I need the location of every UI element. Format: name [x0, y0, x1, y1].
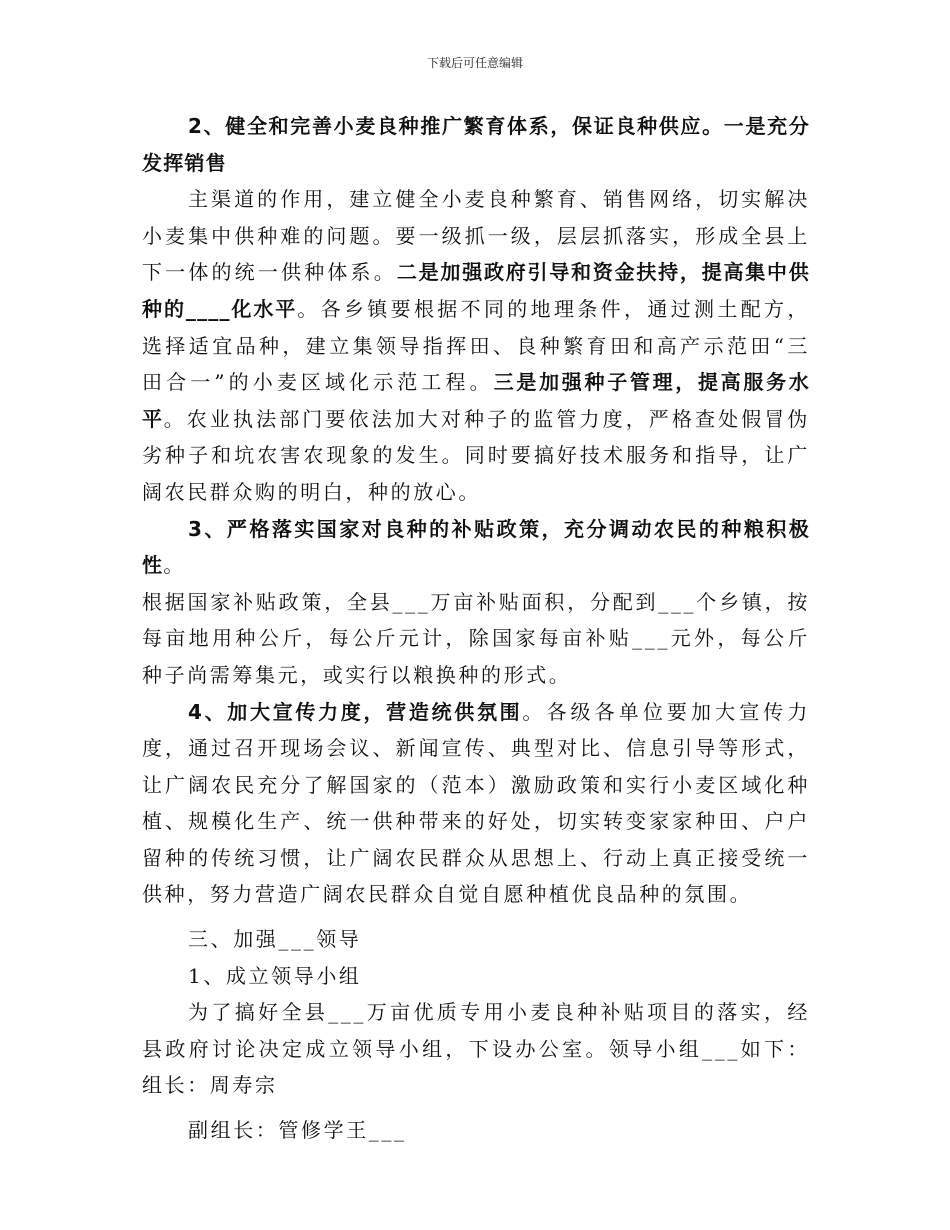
page-header-note: 下载后可任意编辑: [426, 56, 523, 70]
paragraph-subsection-1-title: [142, 958, 810, 995]
text-run: 。各级各单位要加大宣传力度，通过召开现场会议、新闻宣传、典型对比、信息引导等形式，让广阔农民充分了解国家的（范本）激励政策和实行小麦区域化种植、规模化生产、统一供种带来的好处，切实转变家家种田、户户留种的传统习惯，让广阔农民群众从思想上、行动上真正接受统一供种，努力营造广阔农民群众自觉自愿种植优良品种的氛围。: [142, 699, 810, 907]
paragraph-section-2-heading: [142, 108, 810, 181]
paragraph-section-3-body: [142, 584, 810, 694]
paragraph-deputy-leader: [142, 1112, 810, 1149]
bold-heading: 4、加大宣传力度，营造统供氛围: [188, 699, 523, 724]
paragraph-section-2-body: [142, 181, 810, 510]
text-run: 为了搞好全县___万亩优质专用小麦良种补贴项目的落实，经县政府讨论决定成立领导小组，下设办公室。领导小组___如下：组长：周寿宗: [142, 1000, 810, 1098]
text-run: 。各乡镇要根据不同的地理条件，通过测土配方，选择适宜品种，建立集领导指挥田、良种繁育田和高产示范田“三田合一”的小麦区域化示范工程。: [142, 296, 810, 395]
text-run: 根据国家补贴政策，全县___万亩补贴面积，分配到___个乡镇，按每亩地用种公斤，每公斤元计，除国家每亩补贴___元外，每公斤种子尚需筹集元，或实行以粮换种的形式。: [142, 589, 810, 687]
paragraph-section-4: [142, 694, 810, 914]
document-body: [142, 108, 810, 1149]
text-run: 。农业执法部门要依法加大对种子的监管力度，严格查处假冒伪劣种子和坑农害农现象的发生。同时要搞好技术服务和指导，让广阔农民群众购的明白，种的放心。: [142, 406, 810, 504]
paragraph-leadership-group: [142, 994, 810, 1104]
text-run: 三、加强___领导: [188, 927, 362, 952]
text-run: 1、成立领导小组: [188, 963, 362, 988]
paragraph-part-3-title: [142, 921, 810, 958]
text-run: 。: [163, 553, 186, 578]
paragraph-section-3-heading: [142, 511, 810, 584]
text-run: 副组长：管修学王___: [188, 1118, 407, 1143]
bold-run: 三是加强种子管理，提高服务水平: [142, 370, 810, 431]
bold-heading: 3、严格落实国家对良种的补贴政策，充分调动农民的种粮积极性: [142, 516, 810, 578]
text-run: 主渠道的作用，建立健全小麦良种繁育、销售网络，切实解决小麦集中供种难的问题。要一级抓一级，层层抓落实，形成全县上下一体的统一供种体系。: [142, 187, 810, 285]
bold-run: 二是加强政府引导和资金扶持，提高集中供种的____化水平: [142, 260, 810, 321]
bold-heading: 2、健全和完善小麦良种推广繁育体系，保证良种供应。一是充分发挥销售: [142, 114, 810, 175]
